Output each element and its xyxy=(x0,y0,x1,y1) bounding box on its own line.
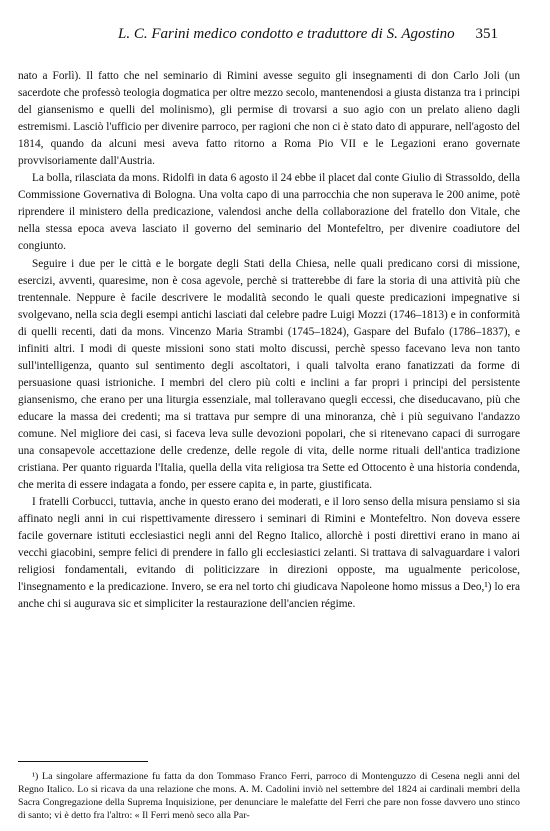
footnote-rule xyxy=(18,761,148,762)
footnote-text: ¹) La singolare affermazione fu fatta da don Tommaso Franco Ferri, parroco di Montenguzzo di Cesena negli anni del Regno Italico. Lo si ricava da una relazione che mons. A. M. Cadolini inviò nel settembre del 1824 ai cardinali membri della Sacra Congregazione della Suprema Inquisizione, per denunciare le malefatte del Ferri che pare non fosse davvero uno stinco di santo; vi è detto fra l'altro: « Il Ferri menò seco alla Par- xyxy=(18,771,520,822)
paragraph: La bolla, rilasciata da mons. Ridolfi in data 6 agosto il 24 ebbe il placet dal conte Giulio di Strassoldo, della Commissione Governativa di Bologna. Una volta capo di una parrocchia che non superava le 200 anime, potè riprendere il ministero della predicazione, valendosi anche della collaborazione del fratello don Vitale, che nella stessa epoca aveva lasciato il governo del seminario del Montefeltro, per divenire coadiutore del congiunto. xyxy=(18,172,520,253)
body-text xyxy=(18,68,520,614)
paragraph: I fratelli Corbucci, tuttavia, anche in questo erano dei moderati, e il loro senso della misura pensiamo si sia affinato negli anni in cui rispettivamente diressero i seminari di Rimini e Montefeltro. Non doveva essere facile governare istituti ecclesiastici negli anni del Regno Italico, allorchè i posti direttivi erano in mano ai vecchi giacobini, sempre felici di prendere in fallo gli ecclesiastici zelanti. Si trattava di salvaguardare i valori religiosi fondamentali, evitando di politicizzare in direzioni opposte, ma ugualmente pericolose, l'insegnamento e la predicazione. Invero, se era nel torto chi giudicava Napoleone homo missus a Deo,¹) lo era anche chi si augurava sic et simpliciter la restaurazione dell'ancien régime. xyxy=(18,496,520,611)
page-number: 351 xyxy=(475,26,498,42)
paragraph: nato a Forlì). Il fatto che nel seminario di Rimini avesse seguito gli insegnamenti di don Carlo Joli (un sacerdote che professò teologia dogmatica per oltre mezzo secolo, mantenendosi a giusta distanza tra i principi del giansenismo e quelli del molinismo), gli permise di trovarsi a suo agio con un prelato alieno dagli estremismi. Lasciò l'ufficio per divenire parroco, per ragioni che non ci è stato dato di appurare, nell'agosto del 1814, quando da alcuni mesi aveva fatto ritorno a Roma Pio VII e le Legazioni erano governate provvisoriamente dall'Austria. xyxy=(18,70,520,168)
paragraph: Seguire i due per le città e le borgate degli Stati della Chiesa, nelle quali predicano corsi di missione, esercizi, avventi, quaresime, non è cosa agevole, perchè si tratterebbe di fare la storia di una attività più che trentennale. Neppure è facile descrivere le modalità secondo le quali queste predicazioni impegnative si svolgevano, nella scia degli esempi antichi lasciati dal celebre padre Luigi Mozzi (1746–1813) e in conformità di quelli recenti, dati da mons. Vincenzo Maria Strambi (1745–1824), Gaspare del Bufalo (1786–1837), e infiniti altri. I modi di queste missioni sono stati molto discussi, perchè spesso facevano leva non tanto sull'intelligenza, quanto sul sentimento degli ascoltatori, i quali talvolta erano fanatizzati da forme di persuasione quasi istrioniche. I membri del clero più colti e inclini a far propri i principi del persistente giansenismo, che erano per una liturgia essenziale, mal tolleravano quegli eccessi, che diseducavano, più che educare la massa dei credenti; ma si trattava pur sempre di una minoranza, chè i più seguivano l'andazzo comune. Nel migliore dei casi, si faceva leva sulle devozioni popolari, che si ritenevano capaci di surrogare una consapevole accettazione delle credenze, delle regole di vita, delle norme rituali dell'antica tradizione cristiana. Per quanto riguarda l'Italia, quella della vita religiosa tra Sette ed Ottocento è una historia condenda, che merita di essere indagata a fondo, per essere capita e, in parte, giustificata. xyxy=(18,257,520,492)
running-title: L. C. Farini medico condotto e traduttore di S. Agostino xyxy=(118,26,455,42)
footnote xyxy=(18,770,520,822)
